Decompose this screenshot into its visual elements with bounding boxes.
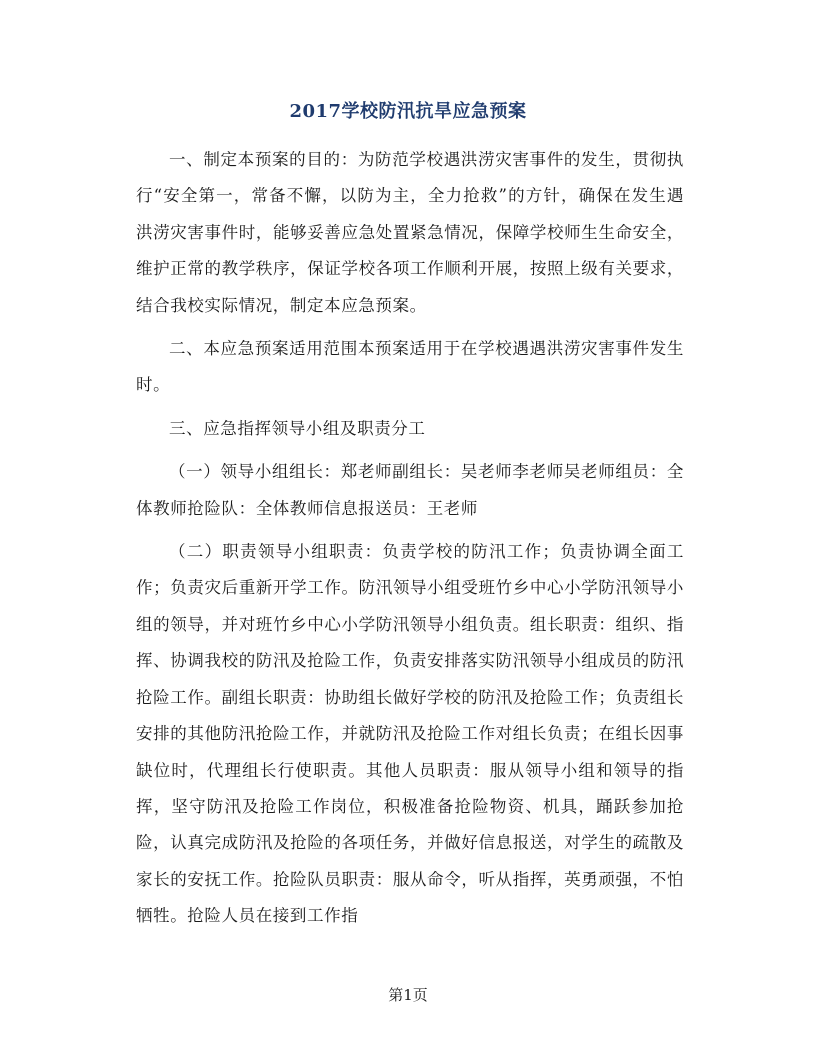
document-title: 2017学校防汛抗旱应急预案: [289, 101, 527, 122]
page-number: 第1页: [388, 986, 428, 1004]
document-body: [136, 142, 684, 942]
paragraph-scope: 二、本应急预案适用范围本预案适用于在学校遇遇洪涝灾害事件发生时。: [136, 339, 684, 395]
paragraph-purpose: 一、制定本预案的目的：为防范学校遇洪涝灾害事件的发生，贯彻执行“安全第一，常备不懈，以防为主，全力抢救”的方针，确保在发生遇洪涝灾害事件时，能够妥善应急处置紧急情况，保障学校师生生命安全，维护正常的教学秩序，保证学校各项工作顺利开展，按照上级有关要求，结合我校实际情况，制定本应急预案。: [136, 150, 684, 315]
paragraph-leadership-group: （一）领导小组组长：郑老师副组长：吴老师李老师吴老师组员：全体教师抢险队：全体教师信息报送员：王老师: [136, 462, 684, 518]
paragraph-section-heading: 三、应急指挥领导小组及职责分工: [169, 418, 426, 438]
paragraph-responsibilities: （二）职责领导小组职责：负责学校的防汛工作；负责协调全面工作；负责灾后重新开学工作。防汛领导小组受班竹乡中心小学防汛领导小组的领导，并对班竹乡中心小学防汛领导小组负责。组长职责：组织、指挥、协调我校的防汛及抢险工作，负责安排落实防汛领导小组成员的防汛抢险工作。副组长职责：协助组长做好学校的防汛及抢险工作；负责组长安排的其他防汛抢险工作，并就防汛及抢险工作对组长负责；在组长因事缺位时，代理组长行使职责。其他人员职责：服从领导小组和领导的指挥，坚守防汛及抢险工作岗位，积极准备抢险物资、机具，踊跃参加抢险，认真完成防汛及抢险的各项任务，并做好信息报送，对学生的疏散及家长的安抚工作。抢险队员职责：服从命令，听从指挥，英勇顽强，不怕牺牲。抢险人员在接到工作指: [136, 542, 684, 926]
